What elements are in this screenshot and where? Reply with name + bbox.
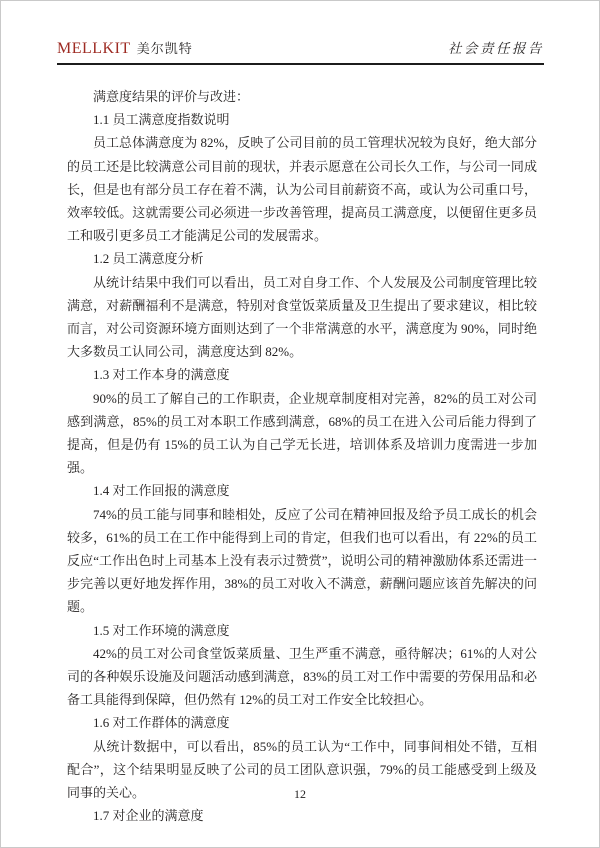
body-paragraph: 42%的员工对公司食堂饭菜质量、卫生严重不满意，亟待解决；61%的人对公司的各种娱乐设施及问题活动感到满意，83%的员工对工作中需要的劳保用品和必备工具能得到保障，但仍然有 12%的员工对工作安全比较担心。: [67, 645, 537, 708]
section-heading: 1.3 对工作本身的满意度: [93, 367, 230, 383]
body-paragraph: 从统计数据中，可以看出，85%的员工认为“工作中，同事间相处不错，互相配合”，这个结果明显反映了公司的员工团队意识强，79%的员工能感受到上级及同事的关心。: [67, 738, 537, 801]
section-heading: 1.7 对企业的满意度: [93, 808, 204, 824]
body-paragraph: 员工总体满意度为 82%，反映了公司目前的员工管理状况较为良好，绝大部分的员工还是比较满意公司目前的现状，并表示愿意在公司长久工作，与公司一同成长，但是也有部分员工存在着不满，认为公司目前薪资不高，或认为公司重口号，效率较低。这就需要公司必须进一步改善管理，提高员工满意度，以便留住更多员工和吸引更多员工才能满足公司的发展需求。: [67, 135, 537, 244]
body-paragraph: 满意度结果的评价与改进：: [93, 89, 250, 104]
document-body: [67, 85, 537, 828]
report-title: 社会责任报告: [448, 41, 544, 56]
page-footer: [1, 785, 599, 803]
section-heading: 1.4 对工作回报的满意度: [93, 483, 230, 499]
brand-chinese-name: 美尔凯特: [136, 41, 193, 56]
section-heading: 1.5 对工作环境的满意度: [93, 622, 230, 638]
body-paragraph: 90%的员工了解自己的工作职责，企业规章制度相对完善，82%的员工对公司感到满意，85%的员工对本职工作感到满意，68%的员工在进入公司后能力得到了提高，但是仍有 15%的员工认为自己学无长进，培训体系及培训力度需进一步加强。: [67, 390, 537, 476]
body-paragraph: 从统计结果中我们可以看出，员工对自身工作、个人发展及公司制度管理比较满意，对薪酬福利不是满意，特别对食堂饭菜质量及卫生提出了要求建议，相比较而言，对公司资源环境方面则达到了一个非常满意的水平，满意度为 90%，同时绝大多数员工认同公司，满意度达到 82%。: [67, 274, 537, 360]
brand-logo-text: MELLKIT: [57, 40, 131, 57]
section-heading: 1.2 员工满意度分析: [93, 251, 204, 267]
brand: [57, 38, 193, 58]
section-heading: 1.1 员工满意度指数说明: [93, 112, 230, 128]
section-heading: 1.6 对工作群体的满意度: [93, 715, 230, 731]
page-header: [57, 37, 544, 65]
page-number: 12: [294, 787, 306, 801]
body-paragraph: 74%的员工能与同事和睦相处，反应了公司在精神回报及给予员工成长的机会较多，61%的员工在工作中能得到上司的肯定，但我们也可以看出，有 22%的员工反应“工作出色时上司基本上没有表示过赞赏”，说明公司的精神激励体系还需进一步完善以更好地发挥作用，38%的员工对收入不满意，薪酬问题应该首先解决的问题。: [67, 506, 537, 615]
